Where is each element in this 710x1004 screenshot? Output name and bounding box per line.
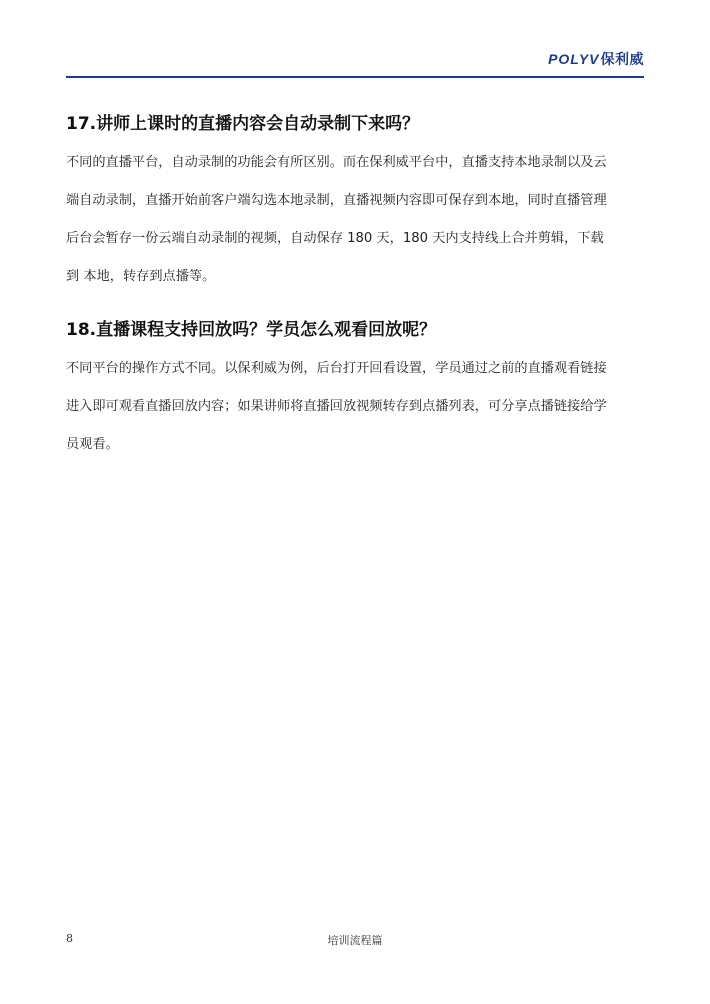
page-footer <box>66 932 644 950</box>
faq-section-18 <box>66 316 646 464</box>
page-header <box>66 44 644 78</box>
paragraph-line: 进入即可观看直播回放内容；如果讲师将直播回放视频转存到点播列表，可分享点播链接给学 <box>66 399 607 414</box>
question-heading: 17.讲师上课时的直播内容会自动录制下来吗？ <box>66 114 420 134</box>
paragraph-line: 不同平台的操作方式不同。以保利威为例，后台打开回看设置，学员通过之前的直播观看链接 <box>66 361 607 376</box>
paragraph-line: 不同的直播平台，自动录制的功能会有所区别。而在保利威平台中，直播支持本地录制以及云 <box>66 155 607 170</box>
question-heading: 18.直播课程支持回放吗？学员怎么观看回放呢？ <box>66 320 437 340</box>
logo-latin-text: POLYV <box>548 51 600 67</box>
paragraph-line: 到 本地，转存到点播等。 <box>66 269 216 284</box>
footer-title: 培训流程篇 <box>327 934 383 947</box>
paragraph-line: 端自动录制，直播开始前客户端勾选本地录制，直播视频内容即可保存到本地，同时直播管理 <box>66 193 607 208</box>
paragraph-line: 后台会暂存一份云端自动录制的视频，自动保存 180 天，180 天内支持线上合并剪辑，下载 <box>66 231 604 246</box>
faq-section-17 <box>66 110 646 296</box>
answer-paragraph <box>66 144 646 296</box>
paragraph-line: 员观看。 <box>66 437 119 452</box>
answer-paragraph <box>66 350 646 464</box>
document-body <box>66 110 646 464</box>
header-divider <box>66 76 644 78</box>
page-number: 8 <box>66 932 73 945</box>
polyv-logo <box>548 49 644 69</box>
logo-cjk-text: 保利威 <box>600 51 644 67</box>
